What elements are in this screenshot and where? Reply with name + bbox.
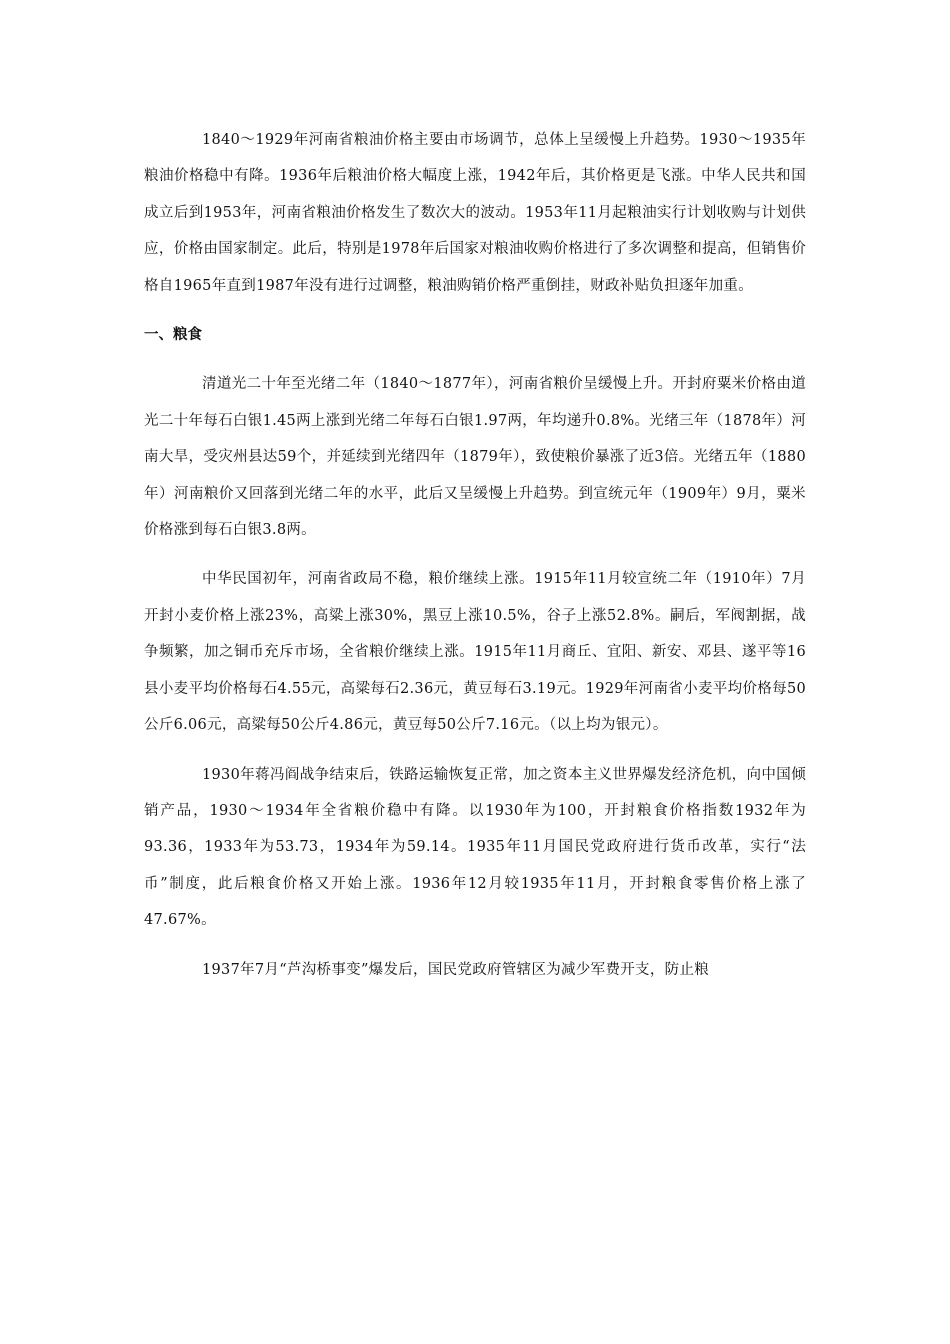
intro-paragraph: 1840～1929年河南省粮油价格主要由市场调节，总体上呈缓慢上升趋势。1930～1935年粮油价格稳中有降。1936年后粮油价格大幅度上涨，1942年后，其价格更是飞涨。中华人民共和国成立后到1953年，河南省粮油价格发生了数次大的波动。1953年11月起粮油实行计划收购与计划供应，价格由国家制定。此后，特别是1978年后国家对粮油收购价格进行了多次调整和提高，但销售价格自1965年直到1987年没有进行过调整，粮油购销价格严重倒挂，财政补贴负担逐年加重。 xyxy=(144,132,806,294)
section-heading-grain: 一、粮食 xyxy=(144,327,202,344)
paragraph-1937: 1937年7月“芦沟桥事变”爆发后，国民党政府管辖区为减少军费开支，防止粮 xyxy=(202,961,710,978)
document-body xyxy=(144,122,806,1001)
paragraph-early-republic: 中华民国初年，河南省政局不稳，粮价继续上涨。1915年11月较宣统二年（1910年）7月开封小麦价格上涨23%，高粱上涨30%，黑豆上涨10.5%，谷子上涨52.8%。嗣后，军阀割据，战争频繁，加之铜币充斥市场，全省粮价继续上涨。1915年11月商丘、宜阳、新安、邓县、遂平等16县小麦平均价格每石4.55元，高粱每石2.36元，黄豆每石3.19元。1929年河南省小麦平均价格每50公斤6.06元，高粱每50公斤4.86元，黄豆每50公斤7.16元。（以上均为银元）。 xyxy=(144,571,806,734)
paragraph-qing-dynasty: 清道光二十年至光绪二年（1840～1877年），河南省粮价呈缓慢上升。开封府粟米价格由道光二十年每石白银1.45两上涨到光绪二年每石白银1.97两，年均递升0.8%。光绪三年（1878年）河南大旱，受灾州县达59个，并延续到光绪四年（1879年），致使粮价暴涨了近3倍。光绪五年（1880年）河南粮价又回落到光绪二年的水平，此后又呈缓慢上升趋势。到宣统元年（1909年）9月，粟米价格涨到每石白银3.8两。 xyxy=(144,376,806,539)
paragraph-1930s: 1930年蒋冯阎战争结束后，铁路运输恢复正常，加之资本主义世界爆发经济危机，向中国倾销产品，1930～1934年全省粮价稳中有降。以1930年为100，开封粮食价格指数1932年为93.36，1933年为53.73，1934年为59.14。1935年11月国民党政府进行货币改革，实行“法币”制度，此后粮食价格又开始上涨。1936年12月较1935年11月，开封粮食零售价格上涨了47.67%。 xyxy=(144,766,806,929)
